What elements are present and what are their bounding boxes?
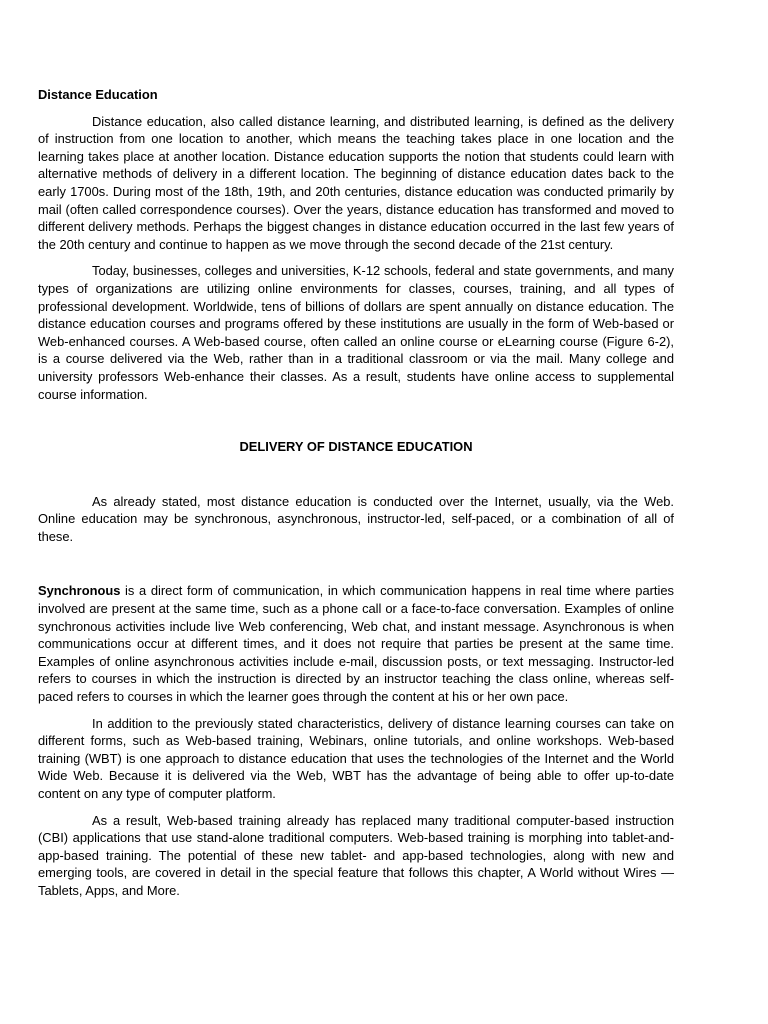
paragraph-delivery-intro: As already stated, most distance education is conducted over the Internet, usually, via the Web. Online education may be synchronous, asynchronous, instructor-led, self-paced, or a combination of all of these. bbox=[38, 493, 674, 544]
section-heading-distance-education: Distance Education bbox=[38, 87, 158, 102]
paragraph-synchronous bbox=[38, 582, 674, 705]
paragraph-synchronous-text: is a direct form of communication, in which communication happens in real time where parties involved are present at the same time, such as a phone call or a face-to-face conversation. Examples of online synchronous activities include live Web conferencing, Web chat, and instant message. Asynchronous is when communications occur at different times, and it does not require that parties be present at the same time. Examples of online asynchronous activities include e-mail, discussion posts, or text messaging. Instructor-led refers to courses in which the instruction is directed by an instructor teaching the class online, whereas self-paced refers to courses in which the learner goes through the content at his or her own pace. bbox=[38, 583, 674, 705]
paragraph-delivery-forms: In addition to the previously stated characteristics, delivery of distance learning courses can take on different forms, such as Web-based training, Webinars, online tutorials, and online workshops. Web-based training (WBT) is one approach to distance education that uses the technologies of the Internet and the World Wide Web. Because it is delivered via the Web, WBT has the advantage of being able to offer up-to-date content on any type of computer platform. bbox=[38, 715, 674, 801]
document-page bbox=[38, 86, 674, 909]
paragraph-online-environments: Today, businesses, colleges and universities, K-12 schools, federal and state governments, and many types of organizations are utilizing online environments for classes, courses, training, and all types of professional development. Worldwide, tens of billions of dollars are spent annually on distance education. The distance education courses and programs offered by these institutions are usually in the form of Web-based or Web-enhanced courses. A Web-based course, often called an online course or eLearning course (Figure 6-2), is a course delivered via the Web, rather than in a traditional classroom or via the mail. Many college and university professors Web-enhance their classes. As a result, students have online access to supplemental course information. bbox=[38, 263, 674, 402]
paragraph-web-based-training: As a result, Web-based training already has replaced many traditional computer-based instruction (CBI) applications that use stand-alone traditional computers. Web-based training is morphing into tablet-and-app-based training. The potential of these new tablet- and app-based technologies, along with new and emerging tools, are covered in detail in the special feature that follows this chapter, A World without Wires — Tablets, Apps, and More. bbox=[38, 812, 674, 898]
paragraph-distance-education-definition: Distance education, also called distance learning, and distributed learning, is defined as the delivery of instruction from one location to another, which means the teaching takes place in one location and the learning takes place at another location. Distance education supports the notion that students could learn with alternative methods of delivery in a different location. The beginning of distance education dates back to the early 1700s. During most of the 18th, 19th, and 20th centuries, distance education was conducted primarily by mail (often called correspondence courses). Over the years, distance education has transformed and moved to different delivery methods. Perhaps the biggest changes in distance education occurred in the last few years of the 20th century and continue to happen as we move through the second decade of the 21st century. bbox=[38, 113, 674, 252]
section-heading-delivery: DELIVERY OF DISTANCE EDUCATION bbox=[239, 439, 473, 455]
term-synchronous: Synchronous bbox=[38, 583, 121, 599]
